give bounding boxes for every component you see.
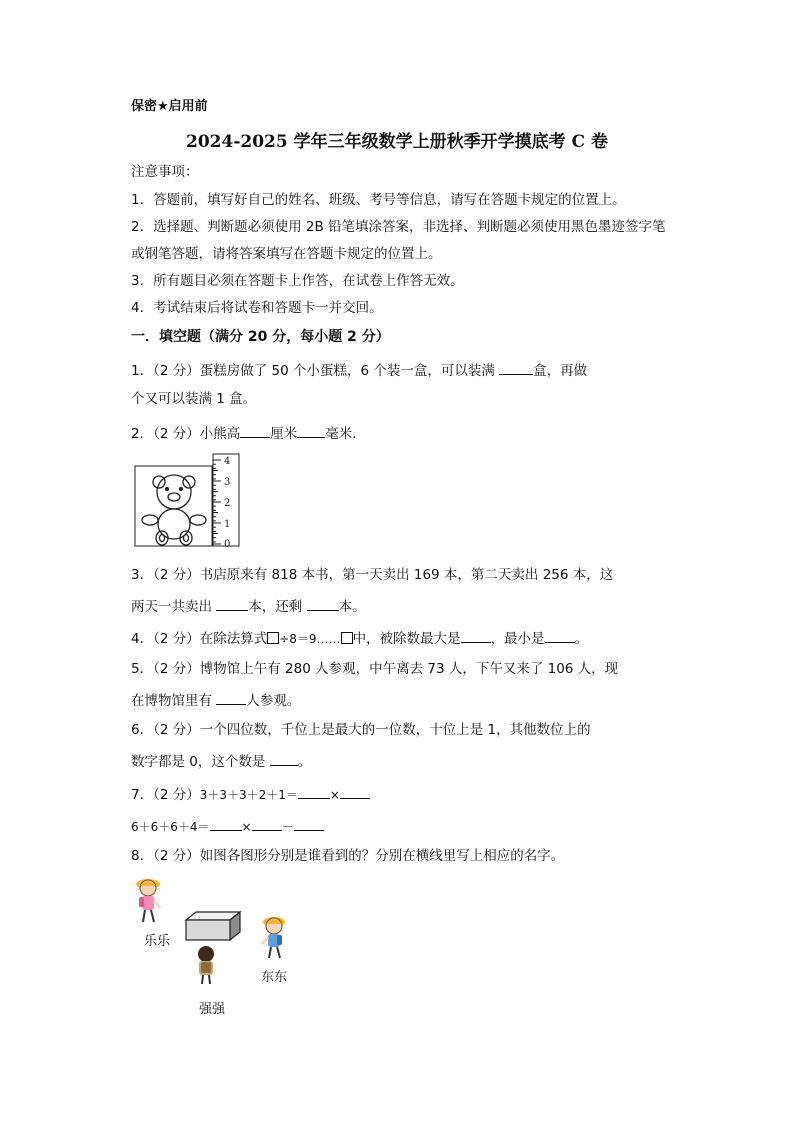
ruler-tick-label: 1 <box>224 519 231 530</box>
notice-heading: 注意事项： <box>131 164 199 180</box>
q7-expression-1: 3＋3＋3＋2＋1＝ <box>199 788 298 802</box>
q7-minus: － <box>281 820 294 834</box>
q7-times-2: × <box>241 820 252 834</box>
q7-blank-4[interactable] <box>252 815 282 831</box>
q1-blank-1[interactable] <box>499 359 533 375</box>
q4-text-e: 。 <box>574 631 589 647</box>
label-qiangqiang: 强强 <box>199 1002 226 1017</box>
q3-blank-left[interactable] <box>307 595 339 611</box>
label-lele: 乐乐 <box>144 934 171 949</box>
q2-text-a: 2．（2 分）小熊高 <box>131 426 241 442</box>
question-4 <box>131 627 588 649</box>
exam-title: 2024-2025 学年三年级数学上册秋季开学摸底考 C 卷 <box>186 132 608 152</box>
confidential-label: 保密★启用前 <box>131 99 208 114</box>
bear-frame <box>135 466 212 546</box>
q1-text-a: 1．（2 分）蛋糕房做了 50 个小蛋糕，6 个装一盒，可以装满 <box>131 363 500 379</box>
q3-text-c: 本。 <box>338 599 366 615</box>
q3-text-a: 两天一共卖出 <box>131 599 217 615</box>
q3-text-b: 本，还剩 <box>248 599 307 615</box>
q4-blank-max[interactable] <box>461 627 491 643</box>
q4-text-c: 中，被除数最大是 <box>352 631 461 647</box>
q7-blank-5[interactable] <box>294 815 324 831</box>
question-8: 8．（2 分）如图各图形分别是谁看到的？分别在横线里写上相应的名字。 <box>131 848 565 864</box>
bear-icon <box>142 475 206 545</box>
ruler-tick-label: 0 <box>224 539 231 550</box>
q5-blank[interactable] <box>216 689 246 705</box>
q6-text-b: 。 <box>297 754 312 770</box>
q7-label: 7．（2 分） <box>131 787 200 803</box>
remainder-box <box>341 632 353 644</box>
question-1-line-2: 个又可以装满 1 盒。 <box>131 391 257 407</box>
q4-formula: ÷8＝9…… <box>279 632 341 646</box>
q7-times-1: × <box>329 788 340 802</box>
question-3-line-2 <box>131 595 366 617</box>
q5-text-a: 在博物馆里有 <box>131 693 217 709</box>
q6-text-a: 数字都是 0，这个数是 <box>131 754 270 770</box>
q4-text-a: 4．（2 分）在除法算式 <box>131 631 268 647</box>
bear-ruler-figure <box>134 452 244 550</box>
q3-blank-sold[interactable] <box>216 595 248 611</box>
notice-item-3: 3．所有题目必须在答题卡上作答，在试卷上作答无效。 <box>131 273 464 289</box>
label-dongdong: 东东 <box>261 970 288 985</box>
notice-item-2-line-2: 或钢笔答题，请将答案填写在答题卡规定的位置上。 <box>131 246 442 262</box>
question-1-line-1 <box>131 359 587 381</box>
section-1-heading: 一．填空题（满分 20 分，每小题 2 分） <box>131 329 390 345</box>
question-3-line-1: 3．（2 分）书店原来有 818 本书，第一天卖出 169 本，第二天卖出 256 本，这 <box>131 567 614 583</box>
question-6-line-1: 6．（2 分）一个四位数，千位上是最大的一位数，十位上是 1，其他数位上的 <box>131 722 591 738</box>
q5-text-b: 人参观。 <box>246 693 301 709</box>
q7-blank-2[interactable] <box>340 783 370 799</box>
q7-blank-1[interactable] <box>298 783 330 799</box>
question-6-line-2 <box>131 750 311 772</box>
q2-blank-cm[interactable] <box>240 422 270 438</box>
boy-qiangqiang-icon <box>198 946 214 984</box>
q2-text-c: 毫米. <box>325 426 357 442</box>
girl-lele-icon <box>136 879 160 922</box>
cuboid-icon <box>186 912 240 940</box>
question-7-line-1 <box>131 783 370 805</box>
q2-text-b: 厘米 <box>270 426 298 442</box>
question-2 <box>131 422 357 444</box>
q6-blank[interactable] <box>270 750 298 766</box>
ruler-tick-label: 2 <box>224 498 231 509</box>
notice-item-1: 1．答题前，填写好自己的姓名、班级、考号等信息，请写在答题卡规定的位置上。 <box>131 192 626 208</box>
question-5-line-2 <box>131 689 300 711</box>
boy-dongdong-icon <box>262 917 285 958</box>
dividend-box <box>267 632 279 644</box>
notice-item-2-line-1: 2．选择题、判断题必须使用 2B 铅笔填涂答案，非选择、判断题必须使用黑色墨迹签字笔 <box>131 219 666 235</box>
notice-item-4: 4．考试结束后将试卷和答题卡一并交回。 <box>131 300 383 316</box>
question-7-line-2 <box>131 815 324 837</box>
ruler-tick-label: 4 <box>224 456 231 467</box>
ruler-tick-label: 3 <box>224 477 231 488</box>
q2-blank-mm[interactable] <box>297 422 325 438</box>
q4-text-d: ，最小是 <box>490 631 545 647</box>
q7-expression-2: 6＋6＋6＋4＝ <box>131 820 210 834</box>
q4-blank-min[interactable] <box>545 627 575 643</box>
q7-blank-3[interactable] <box>210 815 242 831</box>
q1-text-b: 盒，再做 <box>533 363 588 379</box>
question-5-line-1: 5．（2 分）博物馆上午有 280 人参观，中午离去 73 人，下午又来了 106 人，现 <box>131 661 619 677</box>
